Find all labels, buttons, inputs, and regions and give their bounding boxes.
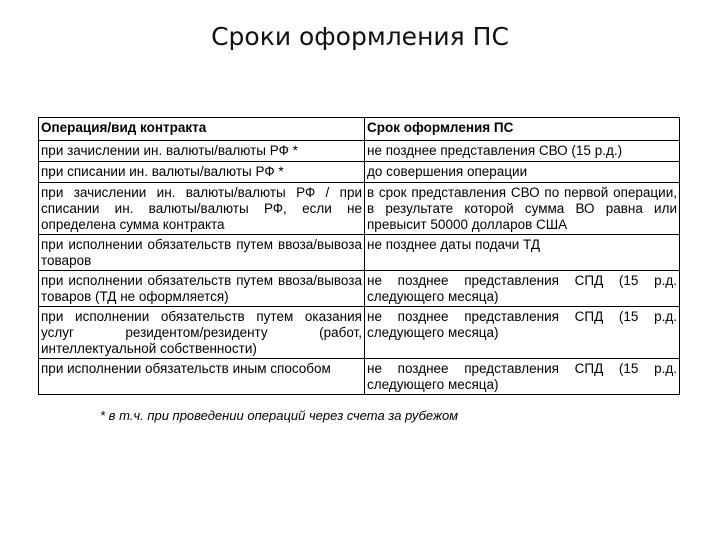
deadline-text: не позднее представления СВО (15 р.д.) <box>367 143 623 158</box>
operation-text: при зачислении ин. валюты/валюты РФ * <box>41 143 298 158</box>
table-row <box>39 271 680 307</box>
table-row <box>39 359 680 395</box>
table-row <box>39 162 680 183</box>
deadline-text: в срок представления СВО по первой операции, в результате которой сумма ВО равна или превысит 50000 долларов США <box>367 185 677 232</box>
operation-cell <box>39 141 365 162</box>
deadline-cell <box>365 307 680 359</box>
operation-text: при списании ин. валюты/валюты РФ * <box>41 164 284 179</box>
table-row <box>39 141 680 162</box>
operation-text: при зачислении ин. валюты/валюты РФ / при списании ин. валюты/валюты РФ, если не определена сумма контракта <box>41 185 362 232</box>
operation-text: при исполнении обязательств путем ввоза/вывоза товаров <box>41 237 362 268</box>
deadline-text: до совершения операции <box>367 164 528 179</box>
operation-cell <box>39 162 365 183</box>
header-operation: Операция/вид контракта <box>39 118 365 141</box>
operation-cell <box>39 183 365 235</box>
deadline-cell <box>365 359 680 395</box>
header-deadline: Срок оформления ПС <box>365 118 680 141</box>
deadline-cell <box>365 162 680 183</box>
deadline-text: не позднее даты подачи ТД <box>367 237 540 252</box>
operation-text: при исполнении обязательств путем ввоза/вывоза товаров (ТД не оформляется) <box>41 273 362 304</box>
operation-cell <box>39 359 365 395</box>
operation-cell <box>39 307 365 359</box>
deadline-text: не позднее представления СПД (15 р.д. следующего месяца) <box>367 273 677 304</box>
table-row <box>39 307 680 359</box>
deadline-cell <box>365 271 680 307</box>
table-header-row <box>39 118 680 141</box>
table-row <box>39 183 680 235</box>
deadlines-table <box>38 117 680 395</box>
operation-cell <box>39 271 365 307</box>
deadline-text: не позднее представления СПД (15 р.д. следующего месяца) <box>367 361 677 392</box>
slide-title: Сроки оформления ПС <box>211 22 509 51</box>
deadline-text: не позднее представления СПД (15 р.д. следующего месяца) <box>367 309 677 340</box>
deadline-cell <box>365 141 680 162</box>
deadline-cell <box>365 235 680 271</box>
footnote: * в т.ч. при проведении операций через счета за рубежом <box>100 408 459 423</box>
operation-cell <box>39 235 365 271</box>
operation-text: при исполнении обязательств путем оказания услуг резидентом/резиденту (работ, интеллектуальной собственности) <box>41 309 362 356</box>
deadline-cell <box>365 183 680 235</box>
operation-text: при исполнении обязательств иным способом <box>41 361 331 376</box>
table-row <box>39 235 680 271</box>
